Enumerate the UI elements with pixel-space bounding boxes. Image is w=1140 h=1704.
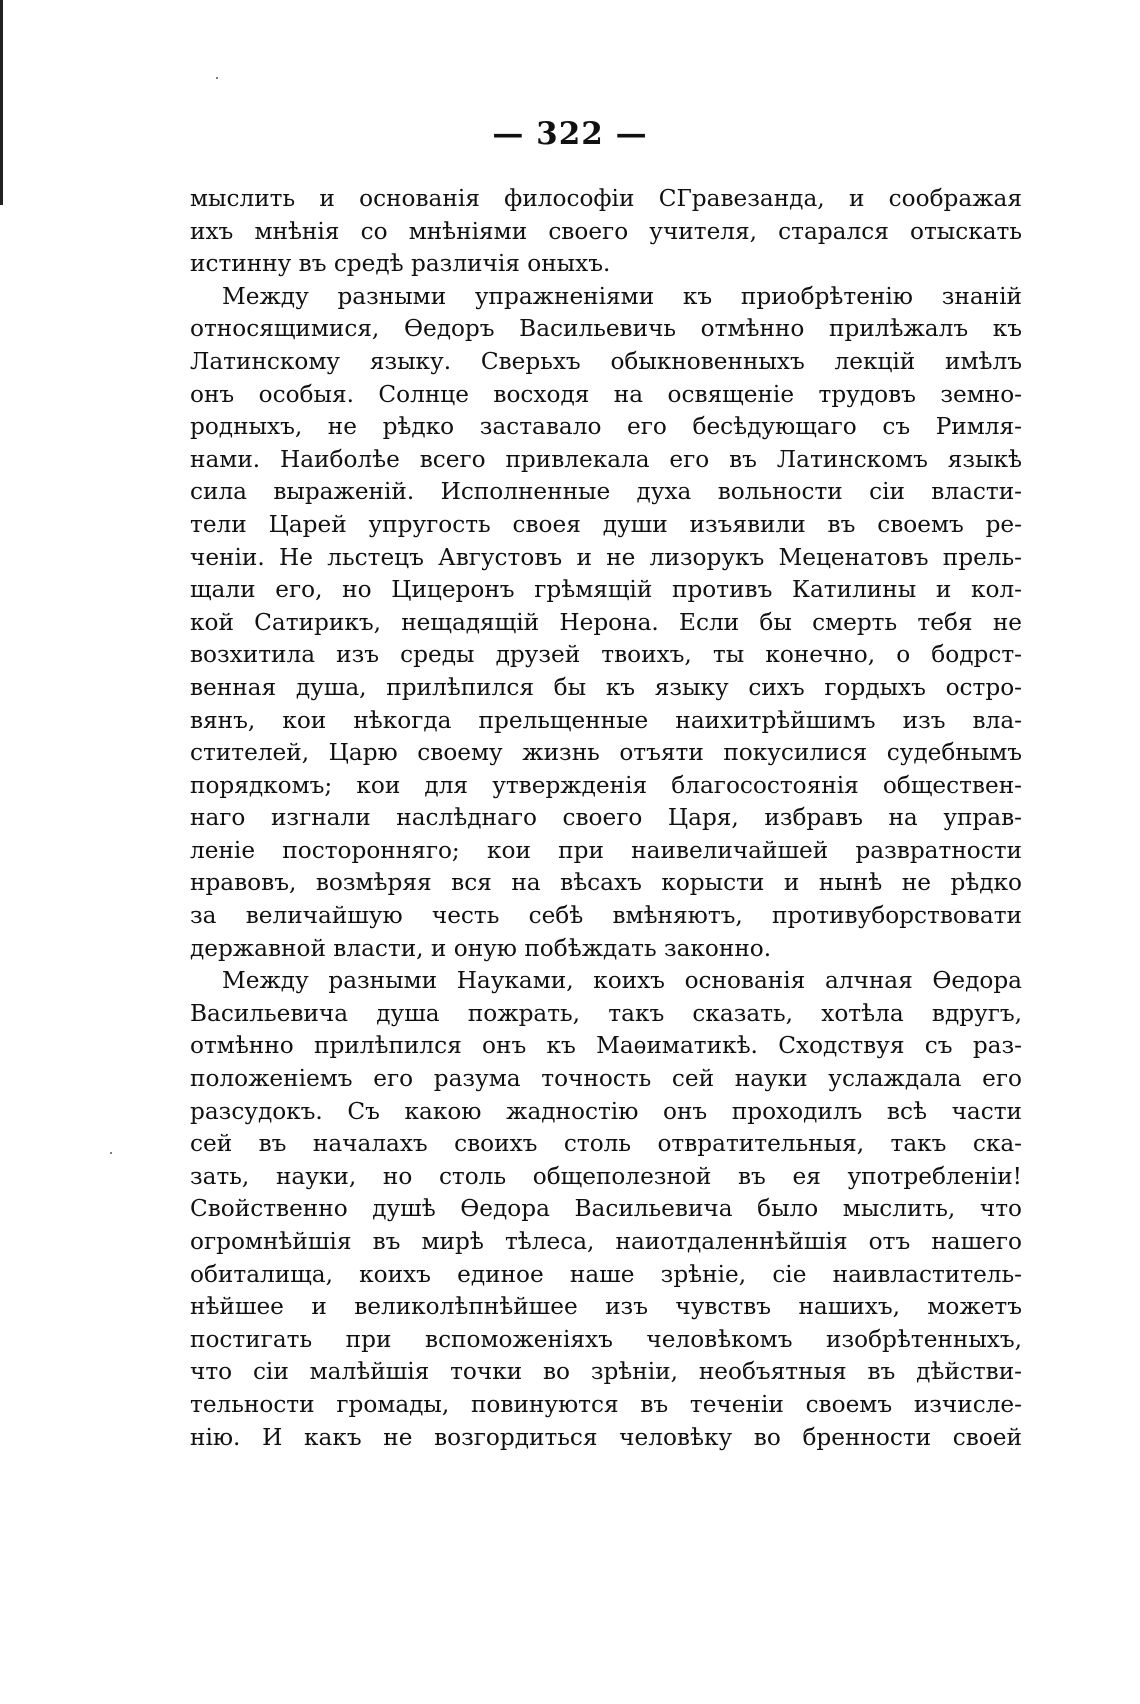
text-line: сей въ началахъ своихъ столь отвратительныя, такъ ска- xyxy=(190,1130,1022,1158)
text-line: зать, науки, но столь общеполезной въ ея употребленіи! xyxy=(190,1162,1022,1190)
text-line: Васильевича душа пожрать, такъ сказать, хотѣла вдругъ, xyxy=(190,999,1022,1027)
text-line: порядкомъ; кои для утвержденія благосостоянія обществен- xyxy=(190,771,1022,799)
text-line: за величайшую честь себѣ вмѣняютъ, противуборствовати xyxy=(190,902,1022,930)
scan-speck xyxy=(216,77,218,79)
text-line: отмѣнно прилѣпился онъ къ Маѳиматикѣ. Сходствуя съ раз- xyxy=(190,1032,1022,1060)
text-line: Латинскому языку. Сверьхъ обыкновенныхъ лекцій имѣлъ xyxy=(190,347,1022,375)
text-line: разсудокъ. Съ какою жадностію онъ проходилъ всѣ части xyxy=(190,1097,1022,1125)
text-line: родныхъ, не рѣдко заставало его бесѣдующаго съ Римля- xyxy=(190,413,1022,441)
text-line: нію. И какъ не возгордиться человѣку во бренности своей xyxy=(190,1423,1022,1451)
text-line: стителей, Царю своему жизнь отъяти покусилися судебнымъ xyxy=(190,739,1022,767)
text-line: истинну въ средѣ различія оныхъ. xyxy=(190,250,611,278)
text-line: ченіи. Не льстецъ Августовъ и не лизорукъ Меценатовъ прель- xyxy=(190,543,1022,571)
text-line: мыслить и основанія философіи СГравезанда, и соображая xyxy=(190,185,1022,212)
text-line: возхитила изъ среды друзей твоихъ, ты конечно, о бодрст- xyxy=(190,641,1022,669)
text-line: тели Царей упругость своея души изъявили въ своемъ ре- xyxy=(190,510,1022,538)
text-line: тельности громады, повинуются въ теченіи своемъ изчисле- xyxy=(190,1390,1022,1418)
text-line: онъ особыя. Солнце восходя на освященіе трудовъ земно- xyxy=(190,380,1022,408)
body-text xyxy=(190,183,1022,1454)
text-line: обиталища, коихъ единое наше зрѣніе, сіе наивластитель- xyxy=(190,1260,1022,1288)
text-line: постигать при вспоможеніяхъ человѣкомъ изобрѣтенныхъ, xyxy=(190,1325,1022,1353)
text-line: леніе посторонняго; кои при наивеличайшей развратности xyxy=(190,836,1022,864)
page-edge-shadow xyxy=(0,0,3,205)
text-line: Свойственно душѣ Ѳедора Васильевича было мыслить, что xyxy=(190,1195,1022,1223)
text-line: вянъ, кои нѣкогда прельщенные наихитрѣйшимъ изъ вла- xyxy=(190,706,1022,734)
text-line: нами. Наиболѣе всего привлекала его въ Латинскомъ языкѣ xyxy=(190,445,1022,473)
text-line: положеніемъ его разума точность сей науки услаждала его xyxy=(190,1065,1022,1093)
text-line: нравовъ, возмѣряя вся на вѣсахъ корысти и нынѣ не рѣдко xyxy=(190,869,1022,897)
text-line: Между разными Науками, коихъ основанія алчная Ѳедора xyxy=(222,967,1022,995)
page-number: — 322 — xyxy=(492,116,648,152)
text-line: Между разными упражненіями къ приобрѣтенію знаній xyxy=(222,282,1022,310)
text-line: ихъ мнѣнія со мнѣніями своего учителя, старался отыскать xyxy=(190,217,1022,245)
text-line: что сіи малѣйшія точки во зрѣніи, необъятныя въ дѣйстви- xyxy=(190,1358,1022,1386)
text-line: нѣйшее и великолѣпнѣйшее изъ чувствъ нашихъ, можетъ xyxy=(190,1293,1022,1321)
text-line: щали его, но Цицеронъ грѣмящій противъ Катилины и кол- xyxy=(190,576,1022,604)
scan-speck xyxy=(110,1152,112,1154)
text-line: наго изгнали наслѣднаго своего Царя, избравъ на управ- xyxy=(190,804,1022,832)
text-line: огромнѣйшія въ мирѣ тѣлеса, наиотдаленнѣйшія отъ нашего xyxy=(190,1228,1022,1255)
text-line: кой Сатирикъ, нещадящій Нерона. Если бы смерть тебя не xyxy=(190,608,1022,636)
text-line: венная душа, прилѣпился бы къ языку сихъ гордыхъ остро- xyxy=(190,673,1022,701)
text-line: державной власти, и оную побѣждать законно. xyxy=(190,934,772,962)
text-line: относящимися, Ѳедоръ Васильевичь отмѣнно прилѣжалъ къ xyxy=(190,315,1022,343)
text-line: сила выраженій. Исполненные духа вольности сіи власти- xyxy=(190,478,1022,506)
